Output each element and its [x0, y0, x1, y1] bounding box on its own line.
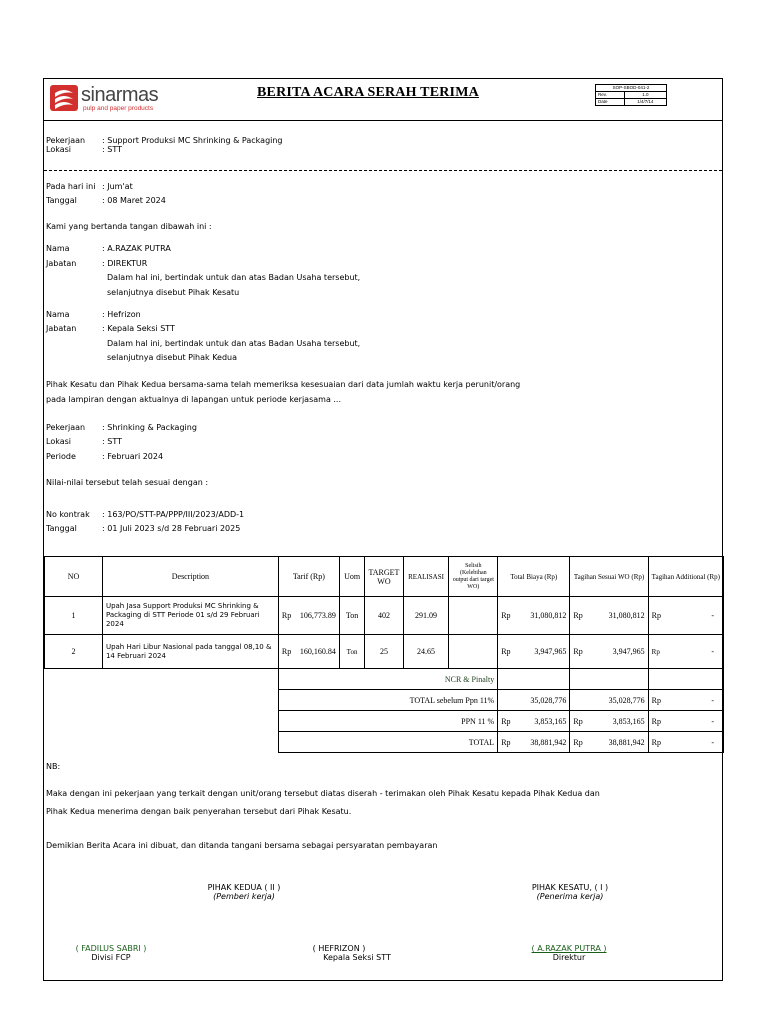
tanggal-label: Tanggal: [46, 196, 77, 205]
signature-razak: [514, 944, 624, 962]
grand-total: [498, 732, 570, 753]
lok-value: : STT: [102, 437, 122, 446]
p2-nama-value: : Hefrizon: [102, 310, 141, 319]
grand-total-rp: Rp: [501, 737, 511, 747]
summary-ppn-row: [45, 711, 724, 732]
row-tagihan-rp: Rp: [573, 611, 583, 620]
ncr-label: NCR & Pinalty: [278, 669, 497, 690]
pihak-kesatu-label: PIHAK KESATU, ( I ): [531, 883, 609, 892]
row-tarif-rp: Rp: [281, 611, 292, 620]
p1-line2: selanjutnya disebut Pihak Kesatu: [107, 288, 240, 297]
page-title: BERITA ACARA SERAH TERIMA: [257, 85, 479, 100]
row-description: Upah Hari Libur Nasional pada tanggal 08,10 & 14 Februari 2024: [102, 635, 278, 669]
subtotal-tagihan: 35,028,776: [570, 690, 648, 711]
summary-total-row: [45, 732, 724, 753]
row-selisih: [449, 597, 498, 635]
total-label: TOTAL: [278, 732, 497, 753]
row-tarif-value: 160,160.84: [299, 647, 336, 656]
tanggal2-label: Tanggal: [46, 524, 77, 533]
ppn-total-value: 3,853,165: [534, 716, 567, 726]
p2-line2: selanjutnya disebut Pihak Kedua: [107, 353, 238, 362]
nb-label: NB:: [46, 762, 61, 771]
header-divider: [44, 120, 722, 121]
tanggal-value: : 08 Maret 2024: [102, 196, 166, 205]
ppn-label: PPN 11 %: [278, 711, 497, 732]
summary-subtotal-row: [45, 690, 724, 711]
closing-line1: Maka dengan ini pekerjaan yang terkait dengan unit/orang tersebut diatas diserah - terimakan oleh Pihak Kesatu kepada Pihak Kedua dan: [46, 789, 600, 798]
row-additional-value: -: [711, 647, 714, 656]
kontrak-value: : 163/PO/STT-PA/PPP/III/2023/ADD-1: [102, 510, 245, 519]
rev-label: Rev.: [596, 92, 625, 99]
header-target: TARGET WO: [365, 557, 403, 597]
pihak-kedua-label: PIHAK KEDUA ( II ): [207, 883, 281, 892]
ppn-additional: [648, 711, 723, 732]
row-tarif-rp: Rp: [281, 647, 292, 656]
row-tagihan-value: 31,080,812: [608, 611, 645, 620]
header-additional: Tagihan Additional (Rp): [648, 557, 723, 597]
row-additional: [648, 597, 723, 635]
sinarmas-logo: [49, 83, 169, 115]
tanggal2-value: : 01 Juli 2023 s/d 28 Februari 2025: [102, 524, 241, 533]
table-row: [45, 597, 724, 635]
ppn-tagihan-value: 3,853,165: [612, 716, 645, 726]
p2-jabatan-label: Jabatan: [46, 324, 77, 333]
row-description: Upah Jasa Support Produksi MC Shrinking & Packaging di STT Periode 01 s/d 29 Februari 2024: [102, 597, 278, 635]
dashed-divider: [44, 170, 722, 171]
row-no: 1: [45, 597, 103, 635]
header-total: Total Biaya (Rp): [498, 557, 570, 597]
header-tagihan: Tagihan Sesuai WO (Rp): [570, 557, 648, 597]
sig1-role: Divisi FCP: [91, 953, 131, 962]
document-control-box: [595, 84, 667, 106]
pek-label: Pekerjaan: [46, 423, 86, 432]
sig3-role: Direktur: [552, 953, 586, 962]
row-realisasi: 24.65: [403, 635, 449, 669]
row-tarif: [278, 635, 339, 669]
hari-label: Pada hari ini: [46, 182, 96, 191]
sig3-name: ( A.RAZAK PUTRA ): [531, 944, 607, 953]
sig2-name: ( HEFRIZON ): [312, 944, 366, 953]
p1-jabatan-label: Jabatan: [46, 259, 77, 268]
row-selisih: [449, 635, 498, 669]
subtotal-total: 35,028,776: [498, 690, 570, 711]
pekerjaan-label: Pekerjaan: [46, 136, 86, 145]
header-tarif: Tarif (Rp): [278, 557, 339, 597]
penerima-kerja-label: (Penerima kerja): [536, 892, 604, 901]
row-uom: Ton: [339, 635, 364, 669]
row-total-value: 31,080,812: [530, 611, 567, 620]
pihak-kesatu-block: [510, 883, 630, 901]
grand-tagihan-rp: Rp: [573, 737, 583, 747]
billing-table: [44, 556, 724, 753]
header-selisih: Selisih (Kelebihan output dari target WO): [449, 557, 498, 597]
closing-line3: Demikian Berita Acara ini dibuat, dan ditanda tangani bersama sebagai persyaratan pembayaran: [46, 841, 438, 850]
signature-hefrizon: [274, 944, 404, 962]
closing-line2: Pihak Kedua menerima dengan baik penyerahan tersebut dari Pihak Kesatu.: [46, 807, 352, 816]
ppn-tagihan: [570, 711, 648, 732]
pek-value: : Shrinking & Packaging: [102, 423, 197, 432]
header-description: Description: [102, 557, 278, 597]
lokasi-label: Lokasi: [46, 145, 71, 154]
periode-label: Periode: [46, 452, 76, 461]
subtotal-additional: [648, 690, 723, 711]
row-tagihan: [570, 597, 648, 635]
grand-tagihan-value: 38,881,942: [608, 737, 645, 747]
grand-additional: [648, 732, 723, 753]
summary-ncr-row: [45, 669, 724, 690]
row-total-value: 3,947,965: [534, 647, 567, 656]
row-total-rp: Rp: [501, 611, 511, 620]
ppn-additional-rp: Rp: [651, 716, 662, 726]
pemberi-kerja-label: (Pemberi kerja): [213, 892, 275, 901]
subtotal-additional-rp: Rp: [651, 695, 662, 705]
logo-brand: sinarmas: [81, 84, 159, 106]
row-tagihan: [570, 635, 648, 669]
table-row: [45, 635, 724, 669]
ppn-additional-value: -: [711, 716, 714, 726]
date-label: Date: [596, 99, 625, 106]
table-header-row: [45, 557, 724, 597]
grand-additional-rp: Rp: [651, 737, 662, 747]
p1-nama-label: Nama: [46, 244, 70, 253]
header-uom: Uom: [339, 557, 364, 597]
row-target: 25: [365, 635, 403, 669]
nilai-text: Nilai-nilai tersebut telah sesuai dengan :: [46, 478, 209, 487]
row-target: 402: [365, 597, 403, 635]
header-realisasi: REALISASI: [403, 557, 449, 597]
p1-nama-value: : A.RAZAK PUTRA: [102, 244, 171, 253]
kontrak-label: No kontrak: [46, 510, 90, 519]
subtotal-additional-value: -: [711, 695, 714, 705]
rev-value: 1.0: [624, 92, 666, 99]
lok-label: Lokasi: [46, 437, 71, 446]
row-additional-rp: Rp: [651, 648, 660, 656]
row-tarif-value: 106,773.89: [299, 611, 336, 620]
logo-tagline: pulp and paper products: [83, 105, 154, 112]
date-value: 1/4/7/14: [624, 99, 666, 106]
row-tarif: [278, 597, 339, 635]
subtotal-label: TOTAL sebelum Ppn 11%: [278, 690, 497, 711]
row-total: [498, 635, 570, 669]
row-total-rp: Rp: [501, 647, 511, 656]
sig2-role: Kepala Seksi STT: [323, 953, 391, 962]
grand-total-value: 38,881,942: [530, 737, 567, 747]
p1-line1: Dalam hal ini, bertindak untuk dan atas Badan Usaha tersebut,: [107, 273, 361, 282]
row-tagihan-value: 3,947,965: [612, 647, 645, 656]
row-additional-rp: Rp: [651, 611, 662, 620]
grand-tagihan: [570, 732, 648, 753]
pihak-kedua-block: [184, 883, 304, 901]
doc-code: SOP-SBOD-041-2: [596, 85, 667, 92]
row-uom: Ton: [339, 597, 364, 635]
intro-text: Kami yang bertanda tangan dibawah ini :: [46, 222, 212, 231]
row-additional: [648, 635, 723, 669]
signature-fadilus: [56, 944, 166, 962]
para-line2: pada lampiran dengan aktualnya di lapangan untuk periode kerjasama ...: [46, 395, 342, 404]
p2-line1: Dalam hal ini, bertindak untuk dan atas Badan Usaha tersebut,: [107, 339, 361, 348]
header-no: NO: [45, 557, 103, 597]
pekerjaan-value: : Support Produksi MC Shrinking & Packaging: [102, 136, 283, 145]
p1-jabatan-value: : DIREKTUR: [102, 259, 148, 268]
ppn-total: [498, 711, 570, 732]
lokasi-value: : STT: [102, 145, 122, 154]
p2-jabatan-value: : Kepala Seksi STT: [102, 324, 175, 333]
ppn-total-rp: Rp: [501, 716, 511, 726]
row-additional-value: -: [711, 611, 714, 620]
grand-additional-value: -: [711, 737, 714, 747]
ppn-tagihan-rp: Rp: [573, 716, 583, 726]
row-total: [498, 597, 570, 635]
sig1-name: ( FADILUS SABRI ): [75, 944, 147, 953]
hari-value: : Jum'at: [102, 182, 133, 191]
periode-value: : Februari 2024: [102, 452, 164, 461]
row-no: 2: [45, 635, 103, 669]
p2-nama-label: Nama: [46, 310, 70, 319]
row-realisasi: 291.09: [403, 597, 449, 635]
document-frame: [43, 78, 723, 981]
para-line1: Pihak Kesatu dan Pihak Kedua bersama-sama telah memeriksa kesesuaian dari data jumlah waktu kerja perunit/orang: [46, 380, 521, 389]
row-tagihan-rp: Rp: [573, 647, 583, 656]
